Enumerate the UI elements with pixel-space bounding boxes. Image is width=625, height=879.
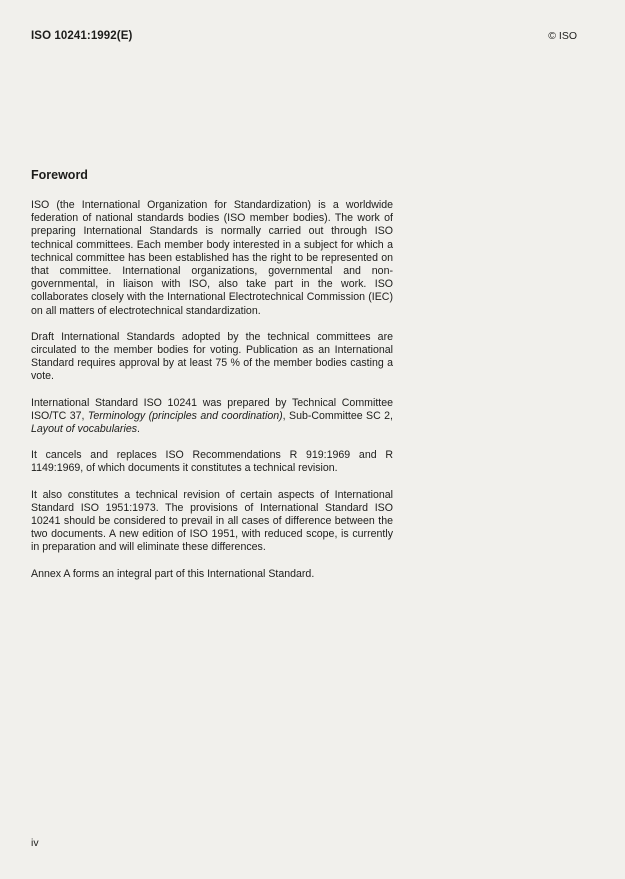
page-header (31, 30, 577, 42)
foreword-paragraph-6: Annex A forms an integral part of this International Standard. (31, 567, 315, 580)
foreword-paragraph-3 (31, 397, 393, 437)
foreword-paragraph-1: ISO (the International Organization for Standardization) is a worldwide federation of national standards bodies (ISO member bodies). The work of preparing International Standards is normally carried out through ISO technical committees. Each member body interested in a subject for which a technical committee has been established has the right to be represented on that committee. International organizations, governmental and non-governmental, in liaison with ISO, also take part in the work. ISO collaborates closely with the International Electrotechnical Commission (IEC) on all matters of electrotechnical standardization. (31, 199, 393, 317)
foreword-paragraph-3-segment: , Sub-Committee SC 2, (282, 409, 393, 422)
document-number: ISO 10241:1992(E) (31, 30, 133, 42)
foreword-section (31, 168, 393, 594)
committee-title-italic: Terminology (principles and coordination) (87, 409, 283, 422)
subcommittee-title-italic: Layout of vocabularies (31, 423, 138, 436)
foreword-paragraph-3-segment: . (137, 423, 140, 436)
foreword-paragraph-2: Draft International Standards adopted by the technical committees are circulated to the member bodies for voting. Publication as an International Standard requires approval by at least 75 % of the member bodies casting a vote. (31, 330, 393, 383)
foreword-paragraph-5: It also constitutes a technical revision of certain aspects of International Standard ISO 1951:1973. The provisions of International Standard ISO 10241 should be considered to prevail in all cases of difference between the two documents. A new edition of ISO 1951, with reduced scope, is currently in preparation and will eliminate these differences. (31, 488, 393, 554)
foreword-paragraph-4: It cancels and replaces ISO Recommendations R 919:1969 and R 1149:1969, of which documents it constitutes a technical revision. (31, 449, 393, 475)
page-footer (31, 837, 39, 849)
foreword-title: Foreword (31, 168, 88, 182)
page-number: iv (31, 837, 39, 849)
copyright-notice: © ISO (548, 30, 577, 42)
foreword-paragraph-3-segment: International Standard ISO 10241 was prepared by Technical Committee ISO/TC 37, (31, 396, 393, 422)
